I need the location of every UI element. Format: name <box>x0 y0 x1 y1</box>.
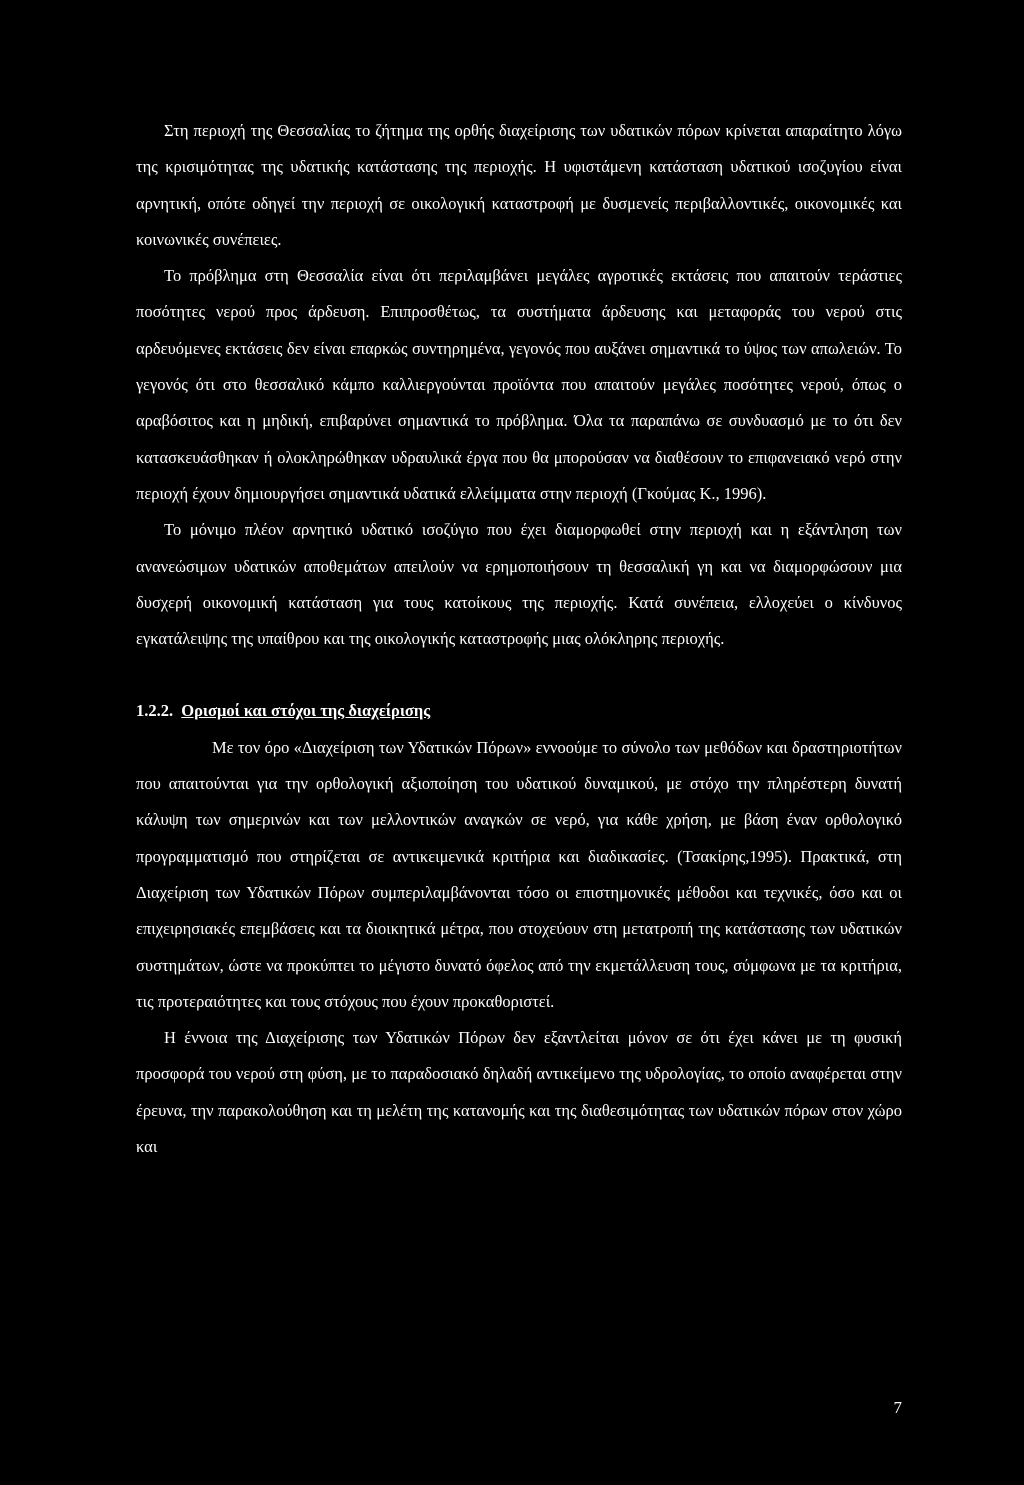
section-paragraph-2: Η έννοια της Διαχείρισης των Υδατικών Πόρων δεν εξαντλείται μόνον σε ότι έχει κάνει με τη φυσική προσφορά του νερού στη φύση, με το παραδοσιακό δηλαδή αντικείμενο της υδρολογίας, το οποίο αναφέρεται στην έρευνα, την παρακολούθηση και τη μελέτη της κατανομής και της διαθεσιμότητας των υδατικών πόρων στον χώρο και <box>136 1028 902 1157</box>
paragraph-1: Στη περιοχή της Θεσσαλίας το ζήτημα της ορθής διαχείρισης των υδατικών πόρων κρίνεται απαραίτητο λόγω της κρισιμότητας της υδατικής κατάστασης της περιοχής. Η υφιστάμενη κατάσταση υδατικού ισοζυγίου είναι αρνητική, οπότε οδηγεί την περιοχή σε οικολογική καταστροφή με δυσμενείς περιβαλλοντικές, οικονομικές και κοινωνικές συνέπειες. <box>136 121 902 249</box>
section-title: Ορισμοί και στόχοι της διαχείρισης <box>181 701 431 721</box>
page-content <box>136 113 902 1165</box>
page-number: 7 <box>893 1398 902 1417</box>
section-paragraph-1: Με τον όρο «Διαχείριση των Υδατικών Πόρων» εννοούμε το σύνολο των μεθόδων και δραστηριοτήτων που απαιτούνται για την ορθολογική αξιοποίηση του υδατικού δυναμικού, με στόχο την πληρέστερη δυνατή κάλυψη των σημερινών και των μελλοντικών αναγκών σε νερό, για κάθε χρήση, με βάση έναν ορθολογικό προγραμματισμό που στηρίζεται σε αντικειμενικά κριτήρια και διαδικασίες. (Τσακίρης,1995). Πρακτικά, στη Διαχείριση των Υδατικών Πόρων συμπεριλαμβάνονται τόσο οι επιστημονικές μέθοδοι και τεχνικές, όσο και οι επιχειρησιακές επεμβάσεις και τα διοικητικά μέτρα, που στοχεύουν στη μετατροπή της κατάστασης των υδατικών συστημάτων, ώστε να προκύπτει το μέγιστο δυνατό όφελος από την εκμετάλλευση τους, σύμφωνα με τα κριτήρια, τις προτεραιότητες και τους στόχους που έχουν προκαθοριστεί. <box>136 737 902 1011</box>
paragraph-3: Το μόνιμο πλέον αρνητικό υδατικό ισοζύγιο που έχει διαμορφωθεί στην περιοχή και η εξάντληση των ανανεώσιμων υδατικών αποθεμάτων απειλούν να ερημοποιήσουν τη θεσσαλική γη και να διαμορφώσουν μια δυσχερή οικονομική κατάσταση για τους κατοίκους της περιοχής. Κατά συνέπεια, ελλοχεύει ο κίνδυνος εγκατάλειψης της υπαίθρου και της οικολογικής καταστροφής μιας ολόκληρης περιοχής. <box>136 520 902 649</box>
section-heading <box>136 693 902 729</box>
section-number: 1.2.2. <box>136 701 174 721</box>
paragraph-2: Το πρόβλημα στη Θεσσαλία είναι ότι περιλαμβάνει μεγάλες αγροτικές εκτάσεις που απαιτούν τεράστιες ποσότητες νερού προς άρδευση. Επιπροσθέτως, τα συστήματα άρδευσης και μεταφοράς του νερού στις αρδευόμενες εκτάσεις δεν είναι επαρκώς συντηρημένα, γεγονός που αυξάνει σημαντικά το ύψος των απωλειών. Το γεγονός ότι στο θεσσαλικό κάμπο καλλιεργούνται προϊόντα που απαιτούν μεγάλες ποσότητες νερού, όπως ο αραβόσιτος και η μηδική, επιβαρύνει σημαντικά το πρόβλημα. Όλα τα παραπάνω σε συνδυασμό με το ότι δεν κατασκευάσθηκαν ή ολοκληρώθηκαν υδραυλικά έργα που θα μπορούσαν να διαθέσουν το επιφανειακό νερό στην περιοχή έχουν δημιουργήσει σημαντικά υδατικά ελλείμματα στην περιοχή (Γκούμας Κ., 1996). <box>136 266 902 503</box>
